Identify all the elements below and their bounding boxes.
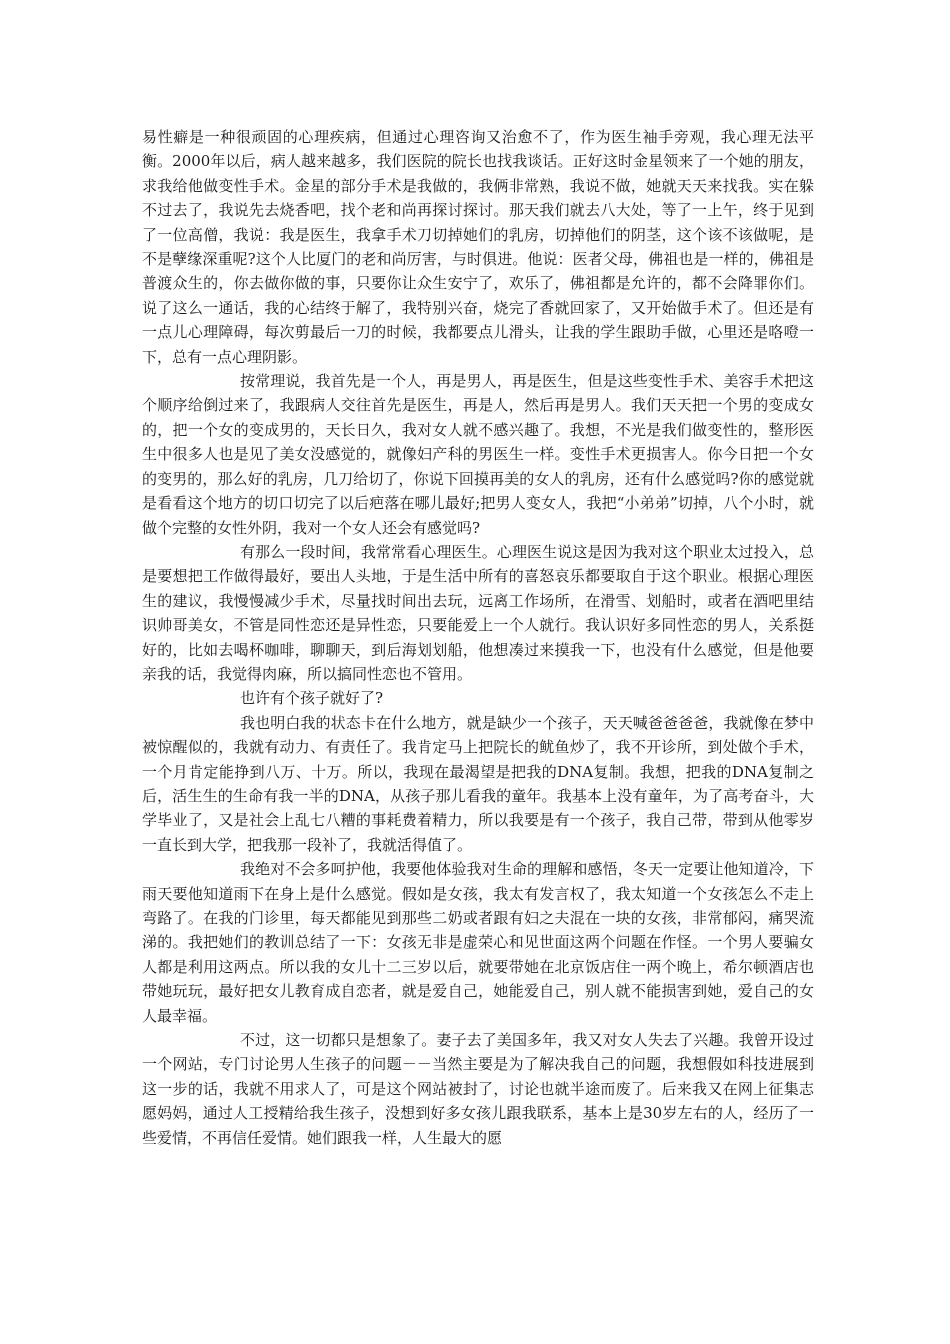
paragraph-1: 易性癖是一种很顽固的心理疾病，但通过心理咨询又治愈不了，作为医生袖手旁观，我心理无法平衡。2000年以后，病人越来越多，我们医院的院长也找我谈话。正好这时金星领来了一个她的朋友，求我给他做变性手术。金星的部分手术是我做的，我俩非常熟，我说不做，她就天天来找我。实在躲不过去了，我说先去烧香吧，找个老和尚再探讨探讨。那天我们就去八大处，等了一上午，终于见到了一位高僧，我说：我是医生，我拿手术刀切掉她们的乳房，切掉他们的阴茎，这个该不该做呢，是不是孽缘深重呢?这个人比厦门的老和尚厉害，与时俱进。他说：医者父母，佛祖也是一样的，佛祖是普渡众生的，你去做你做的事，只要你让众生安宁了，欢乐了，佛祖都是允许的，都不会降罪你们。说了这么一通话，我的心结终于解了，我特别兴奋，烧完了香就回家了，又开始做手术了。但还是有一点儿心理障碍，每次剪最后一刀的时候，我都要点儿滑头，让我的学生跟助手做，心里还是咯噔一下，总有一点心理阴影。 — [142, 128, 814, 366]
paragraph-5: 我也明白我的状态卡在什么地方，就是缺少一个孩子，天天喊爸爸爸爸，我就像在梦中被惊醒似的，我就有动力、有责任了。我肯定马上把院长的鱿鱼炒了，我不开诊所，到处做个手术，一个月肯定能挣到八万、十万。所以，我现在最渴望是把我的DNA复制。我想，把我的DNA复制之后，活生生的生命有我一半的DNA，从孩子那儿看我的童年。我基本上没有童年，为了高考奋斗，大学毕业了，又是社会上乱七八糟的事耗费着精力，所以我要是有一个孩子，我自己带，带到从他零岁一直长到大学，把我那一段补了，我就活得值了。 — [142, 713, 814, 854]
paragraph-3: 有那么一段时间，我常常看心理医生。心理医生说这是因为我对这个职业太过投入，总是要想把工作做得最好，要出人头地，于是生活中所有的喜怒哀乐都要取自于这个职业。根据心理医生的建议，我慢慢减少手术，尽量找时间出去玩，远离工作场所，在滑雪、划船时，或者在酒吧里结识帅哥美女，不管是同性恋还是异性恋，只要能爱上一个人就行。我认识好多同性恋的男人，关系挺好的，比如去喝杯咖啡，聊聊天，到后海划划船，他想凑过来摸我一下，也没有什么感觉，但是他要亲我的话，我觉得肉麻，所以搞同性恋也不管用。 — [142, 542, 814, 683]
paragraph-6: 我绝对不会多呵护他，我要他体验我对生命的理解和感悟，冬天一定要让他知道冷，下雨天要他知道雨下在身上是什么感觉。假如是女孩，我太有发言权了，我太知道一个女孩怎么不走上弯路了。在我的门诊里，每天都能见到那些二奶或者跟有妇之夫混在一块的女孩，非常郁闷，痛哭流涕的。我把她们的教训总结了一下：女孩无非是虚荣心和见世面这两个问题在作怪。一个男人要骗女人都是利用这两点。所以我的女儿十二三岁以后，就要带她在北京饭店住一两个晚上，希尔顿酒店也带她玩玩，最好把女儿教育成自恋者，就是爱自己，她能爱自己，别人就不能损害到她，爱自己的女人最幸福。 — [142, 860, 814, 1025]
paragraph-7: 不过，这一切都只是想象了。妻子去了美国多年，我又对女人失去了兴趣。我曾开设过一个网站，专门讨论男人生孩子的问题－－当然主要是为了解决我自己的问题，我想假如科技进展到这一步的话，我就不用求人了，可是这个网站被封了，讨论也就半途而废了。后来我又在网上征集志愿妈妈，通过人工授精给我生孩子，没想到好多女孩儿跟我联系，基本上是30岁左右的人，经历了一些爱情，不再信任爱情。她们跟我一样，人生最大的愿 — [142, 1031, 814, 1147]
paragraph-2: 按常理说，我首先是一个人，再是男人，再是医生，但是这些变性手术、美容手术把这个顺序给倒过来了，我跟病人交往首先是医生，再是人，然后再是男人。我们天天把一个男的变成女的，把一个女的变成男的，天长日久，我对女人就不感兴趣了。我想，不光是我们做变性的，整形医生中很多人也是见了美女没感觉的，就像妇产科的男医生一样。变性手术更损害人。你今日把一个女的变男的，那么好的乳房，几刀给切了，你说下回摸再美的女人的乳房，还有什么感觉吗?你的感觉就是看看这个地方的切口切完了以后疤落在哪儿最好;把男人变女人，我把“小弟弟”切掉，八个小时，就做个完整的女性外阴，我对一个女人还会有感觉吗? — [142, 372, 814, 537]
paragraph-4: 也许有个孩子就好了? — [240, 689, 384, 708]
document-page — [142, 125, 814, 1150]
